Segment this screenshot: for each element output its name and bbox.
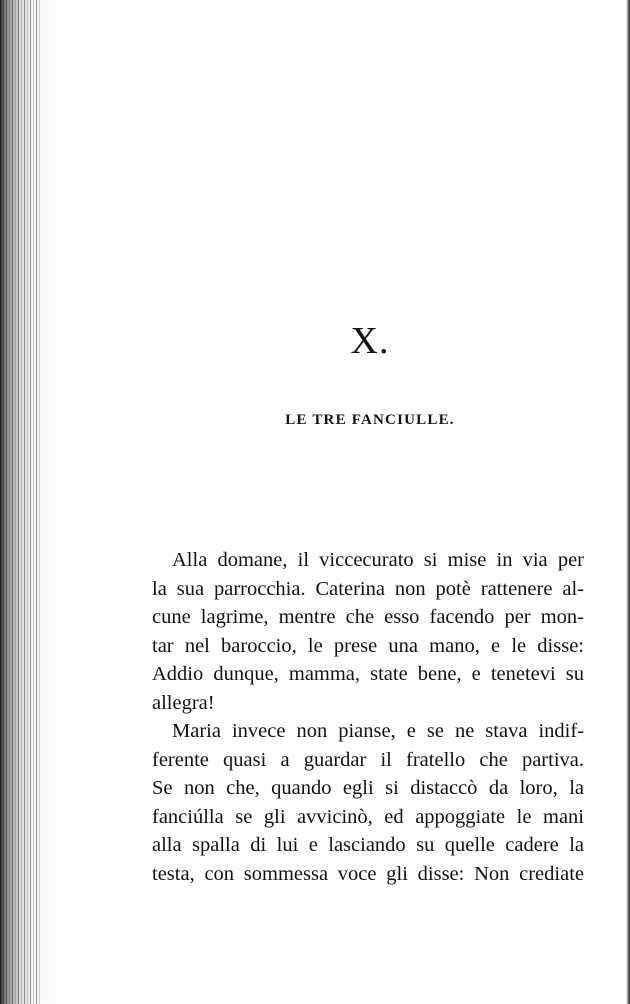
book-binding-edge (0, 0, 42, 1004)
text-line: fanciúlla se gli avvicinò, ed appoggiate le mani (152, 805, 584, 828)
text-line: ferente quasi a guardar il fratello che partiva. (152, 748, 584, 771)
text-line: Addio dunque, mamma, state bene, e tenetevi su (152, 663, 584, 685)
text-line: testa, con sommessa voce gli disse: Non crediate (152, 862, 584, 885)
paragraph-2 (152, 717, 584, 888)
text-line: Se non che, quando egli si distaccò da loro, la (152, 777, 584, 799)
text-line: la sua parrocchia. Caterina non potè rattenere al- (152, 577, 584, 600)
chapter-number: X. (350, 320, 390, 362)
text-line: allegra! (152, 691, 215, 714)
text-line: alla spalla di lui e lasciando su quelle cadere la (152, 834, 584, 856)
text-line: cune lagrime, mentre che esso facendo per mon- (152, 606, 584, 628)
body-text (152, 546, 584, 888)
text-line: tar nel baroccio, le prese una mano, e le disse: (152, 634, 584, 657)
text-line: Maria invece non pianse, e se ne stava indif- (172, 720, 584, 742)
chapter-title: LE TRE FANCIULLE. (285, 412, 455, 428)
page-right-edge (626, 0, 630, 1004)
text-line: Alla domane, il viccecurato si mise in via per (172, 549, 584, 571)
paragraph-1 (152, 546, 584, 717)
